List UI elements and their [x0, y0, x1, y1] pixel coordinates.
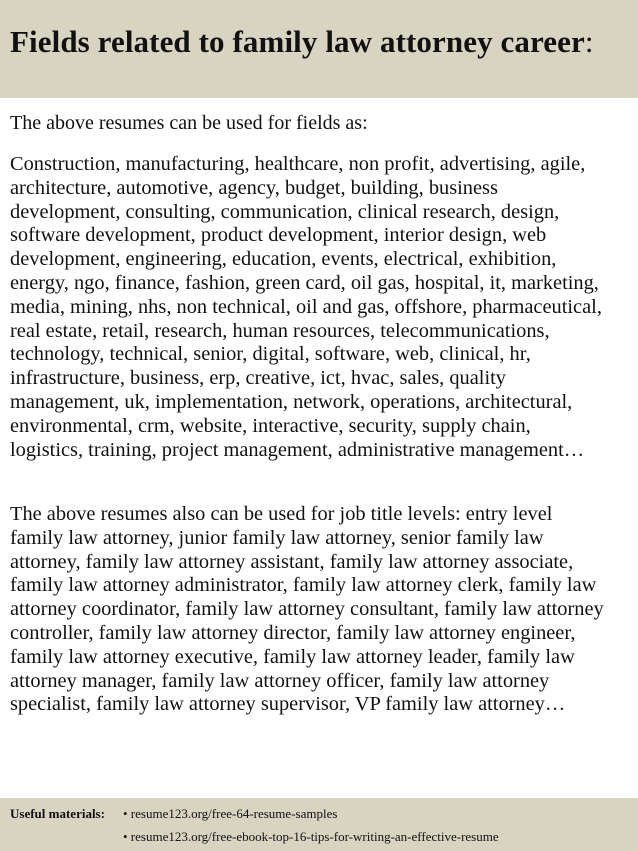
- fields-line: development, engineering, education, events, electrical, exhibition,: [10, 248, 557, 271]
- fields-line: logistics, training, project management, administrative management…: [10, 438, 585, 461]
- fields-line: real estate, retail, research, human resources, telecommunications,: [10, 319, 550, 342]
- page-title: [10, 24, 594, 60]
- resume-samples-link[interactable]: • resume123.org/free-64-resume-samples: [123, 806, 338, 821]
- job-titles-line: family law attorney administrator, family law attorney clerk, family law: [10, 574, 597, 597]
- page-title-colon: :: [584, 24, 594, 59]
- fields-line: media, mining, nhs, non technical, oil and gas, offshore, pharmaceutical,: [10, 295, 602, 318]
- job-titles-line: specialist, family law attorney supervisor, VP family law attorney…: [10, 693, 566, 716]
- job-titles-line: family law attorney executive, family law attorney leader, family law: [10, 645, 575, 668]
- intro-text: The above resumes can be used for fields as:: [10, 112, 368, 134]
- fields-line: energy, ngo, finance, fashion, green card, oil gas, hospital, it, marketing,: [10, 271, 599, 294]
- fields-line: software development, product development, interior design, web: [10, 224, 547, 247]
- job-titles-line: The above resumes also can be used for job title levels: entry level: [10, 503, 553, 525]
- fields-paragraph: [10, 153, 635, 462]
- job-titles-line: controller, family law attorney director, family law attorney engineer,: [10, 621, 576, 644]
- ebook-tips-link[interactable]: • resume123.org/free-ebook-top-16-tips-for-writing-an-effective-resume: [123, 829, 499, 844]
- job-titles-line: family law attorney, junior family law attorney, senior family law: [10, 526, 544, 549]
- fields-line: environmental, crm, website, interactive, security, supply chain,: [10, 414, 531, 437]
- useful-materials-label: Useful materials:: [10, 806, 105, 821]
- fields-line: management, uk, implementation, network, operations, architectural,: [10, 390, 573, 413]
- fields-line: infrastructure, business, erp, creative, ict, hvac, sales, quality: [10, 367, 506, 390]
- job-titles-paragraph: [10, 503, 635, 717]
- job-titles-line: attorney, family law attorney assistant, family law attorney associate,: [10, 550, 574, 573]
- fields-line: development, consulting, communication, clinical research, design,: [10, 200, 560, 223]
- fields-line: architecture, automotive, agency, budget, building, business: [10, 176, 498, 199]
- job-titles-line: attorney manager, family law attorney officer, family law attorney: [10, 669, 550, 692]
- header-band: [0, 0, 638, 98]
- job-titles-line: attorney coordinator, family law attorney consultant, family law attorney: [10, 598, 604, 621]
- footer-band: [0, 798, 638, 851]
- fields-line: Construction, manufacturing, healthcare, non profit, advertising, agile,: [10, 153, 586, 175]
- fields-line: technology, technical, senior, digital, software, web, clinical, hr,: [10, 343, 531, 366]
- page-title-text: Fields related to family law attorney career: [10, 24, 585, 59]
